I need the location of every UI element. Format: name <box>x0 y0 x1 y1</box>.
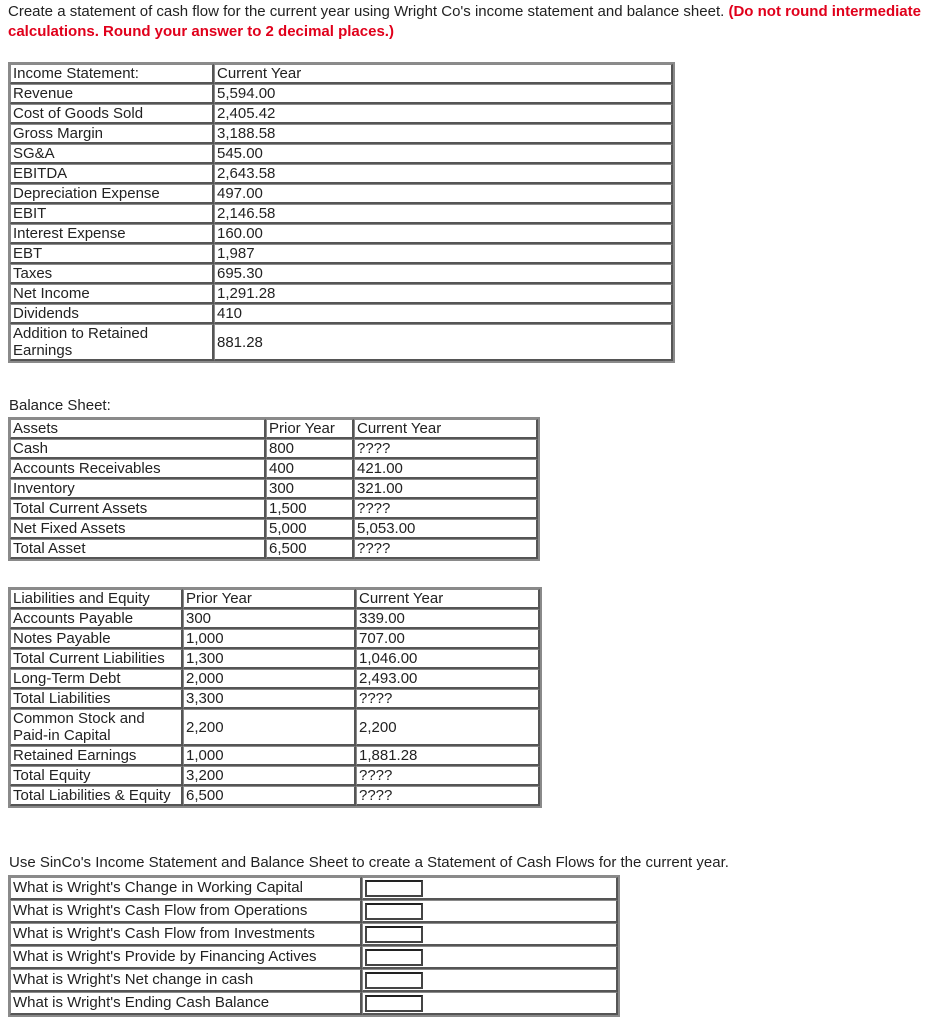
table-row <box>10 877 618 900</box>
row-value: 881.28 <box>214 324 673 361</box>
row-value: 1,000 <box>183 746 356 766</box>
row-label: Net Fixed Assets <box>10 519 266 539</box>
row-label: Total Current Liabilities <box>10 649 183 669</box>
row-value: 3,300 <box>183 689 356 709</box>
row-value: 6,500 <box>266 539 354 559</box>
question-label: What is Wright's Change in Working Capital <box>10 877 362 900</box>
table-row <box>10 786 540 806</box>
row-label: Common Stock and Paid-in Capital <box>10 709 183 746</box>
cash-flow-operations-answer-input[interactable] <box>365 903 423 920</box>
liabilities-equity-table <box>8 587 542 808</box>
table-header-cell: Current Year <box>214 64 673 84</box>
row-label: Total Liabilities <box>10 689 183 709</box>
table-row <box>10 124 673 144</box>
row-value: 410 <box>214 304 673 324</box>
row-value: ???? <box>354 439 538 459</box>
row-value: 1,500 <box>266 499 354 519</box>
row-value: 1,046.00 <box>356 649 540 669</box>
income-statement-table <box>8 62 675 363</box>
financing-activities-answer-input[interactable] <box>365 949 423 966</box>
row-label: EBIT <box>10 204 214 224</box>
row-label: Revenue <box>10 84 214 104</box>
table-row <box>10 709 540 746</box>
row-value: 300 <box>183 609 356 629</box>
row-label: EBT <box>10 244 214 264</box>
question-label: What is Wright's Cash Flow from Investments <box>10 923 362 946</box>
table-row <box>10 766 540 786</box>
question-answer-cell <box>362 969 618 992</box>
table-row <box>10 479 538 499</box>
row-value: 3,188.58 <box>214 124 673 144</box>
cash-flow-investments-answer-input[interactable] <box>365 926 423 943</box>
row-value: 1,881.28 <box>356 746 540 766</box>
row-label: Total Liabilities & Equity <box>10 786 183 806</box>
row-value: 339.00 <box>356 609 540 629</box>
table-row <box>10 144 673 164</box>
row-label: Dividends <box>10 304 214 324</box>
row-label: Cost of Goods Sold <box>10 104 214 124</box>
problem-prompt <box>8 2 938 42</box>
row-value: 5,594.00 <box>214 84 673 104</box>
ending-cash-answer-input[interactable] <box>365 995 423 1012</box>
row-value: 695.30 <box>214 264 673 284</box>
question-label: What is Wright's Provide by Financing Actives <box>10 946 362 969</box>
row-value: 2,000 <box>183 669 356 689</box>
table-row <box>10 649 540 669</box>
row-label: Total Asset <box>10 539 266 559</box>
table-row <box>10 589 540 609</box>
row-label: Inventory <box>10 479 266 499</box>
table-row <box>10 539 538 559</box>
row-value: 2,493.00 <box>356 669 540 689</box>
row-value: ???? <box>354 499 538 519</box>
table-header-cell: Prior Year <box>266 419 354 439</box>
row-label: Accounts Payable <box>10 609 183 629</box>
row-label: SG&A <box>10 144 214 164</box>
table-row <box>10 969 618 992</box>
row-value: ???? <box>356 766 540 786</box>
table-row <box>10 439 538 459</box>
table-header-cell: Current Year <box>354 419 538 439</box>
balance-sheet-label: Balance Sheet: <box>9 397 111 414</box>
table-header-cell: Prior Year <box>183 589 356 609</box>
row-value: 5,053.00 <box>354 519 538 539</box>
table-header-cell: Liabilities and Equity <box>10 589 183 609</box>
row-value: 300 <box>266 479 354 499</box>
row-label: EBITDA <box>10 164 214 184</box>
table-row <box>10 609 540 629</box>
row-value: 6,500 <box>183 786 356 806</box>
row-value: 2,146.58 <box>214 204 673 224</box>
question-answer-cell <box>362 992 618 1015</box>
row-value: 400 <box>266 459 354 479</box>
row-label: Total Equity <box>10 766 183 786</box>
row-value: 2,200 <box>183 709 356 746</box>
table-header-cell: Income Statement: <box>10 64 214 84</box>
row-value: 421.00 <box>354 459 538 479</box>
table-row <box>10 224 673 244</box>
row-value: 497.00 <box>214 184 673 204</box>
table-row <box>10 84 673 104</box>
row-label: Cash <box>10 439 266 459</box>
prompt-instruction: (Do not round intermediate calculations. Round your answer to 2 decimal places.) <box>8 3 921 40</box>
table-row <box>10 519 538 539</box>
net-change-cash-answer-input[interactable] <box>365 972 423 989</box>
table-row <box>10 204 673 224</box>
row-value: 1,300 <box>183 649 356 669</box>
table-row <box>10 629 540 649</box>
row-value: 545.00 <box>214 144 673 164</box>
table-row <box>10 184 673 204</box>
table-row <box>10 284 673 304</box>
row-label: Net Income <box>10 284 214 304</box>
questions-intro: Use SinCo's Income Statement and Balance Sheet to create a Statement of Cash Flows for the current year. <box>9 854 729 871</box>
row-label: Taxes <box>10 264 214 284</box>
table-row <box>10 324 673 361</box>
row-value: 2,405.42 <box>214 104 673 124</box>
row-value: 2,643.58 <box>214 164 673 184</box>
table-row <box>10 669 540 689</box>
row-label: Addition to Retained Earnings <box>10 324 214 361</box>
question-answer-cell <box>362 946 618 969</box>
prompt-text: Create a statement of cash flow for the current year using Wright Co's income statement and balance sheet. <box>8 3 725 20</box>
question-label: What is Wright's Cash Flow from Operations <box>10 900 362 923</box>
row-value: 321.00 <box>354 479 538 499</box>
table-row <box>10 499 538 519</box>
table-row <box>10 923 618 946</box>
row-value: 800 <box>266 439 354 459</box>
row-label: Accounts Receivables <box>10 459 266 479</box>
question-answer-cell <box>362 877 618 900</box>
row-label: Notes Payable <box>10 629 183 649</box>
assets-table <box>8 417 540 561</box>
table-row <box>10 264 673 284</box>
row-label: Gross Margin <box>10 124 214 144</box>
row-label: Depreciation Expense <box>10 184 214 204</box>
table-row <box>10 244 673 264</box>
row-value: ???? <box>354 539 538 559</box>
question-answer-cell <box>362 923 618 946</box>
row-label: Long-Term Debt <box>10 669 183 689</box>
row-value: 160.00 <box>214 224 673 244</box>
row-label: Interest Expense <box>10 224 214 244</box>
table-row <box>10 104 673 124</box>
question-label: What is Wright's Ending Cash Balance <box>10 992 362 1015</box>
questions-table <box>8 875 620 1017</box>
table-row <box>10 746 540 766</box>
row-value: 2,200 <box>356 709 540 746</box>
table-row <box>10 900 618 923</box>
row-value: 1,291.28 <box>214 284 673 304</box>
row-label: Retained Earnings <box>10 746 183 766</box>
row-value: ???? <box>356 689 540 709</box>
table-row <box>10 419 538 439</box>
table-row <box>10 992 618 1015</box>
question-label: What is Wright's Net change in cash <box>10 969 362 992</box>
row-value: 5,000 <box>266 519 354 539</box>
question-answer-cell <box>362 900 618 923</box>
table-header-cell: Current Year <box>356 589 540 609</box>
table-row <box>10 689 540 709</box>
row-value: ???? <box>356 786 540 806</box>
table-row <box>10 946 618 969</box>
row-value: 1,000 <box>183 629 356 649</box>
table-row <box>10 304 673 324</box>
row-value: 1,987 <box>214 244 673 264</box>
row-value: 3,200 <box>183 766 356 786</box>
row-value: 707.00 <box>356 629 540 649</box>
row-label: Total Current Assets <box>10 499 266 519</box>
table-row <box>10 164 673 184</box>
table-row <box>10 459 538 479</box>
table-row <box>10 64 673 84</box>
table-header-cell: Assets <box>10 419 266 439</box>
working-capital-answer-input[interactable] <box>365 880 423 897</box>
